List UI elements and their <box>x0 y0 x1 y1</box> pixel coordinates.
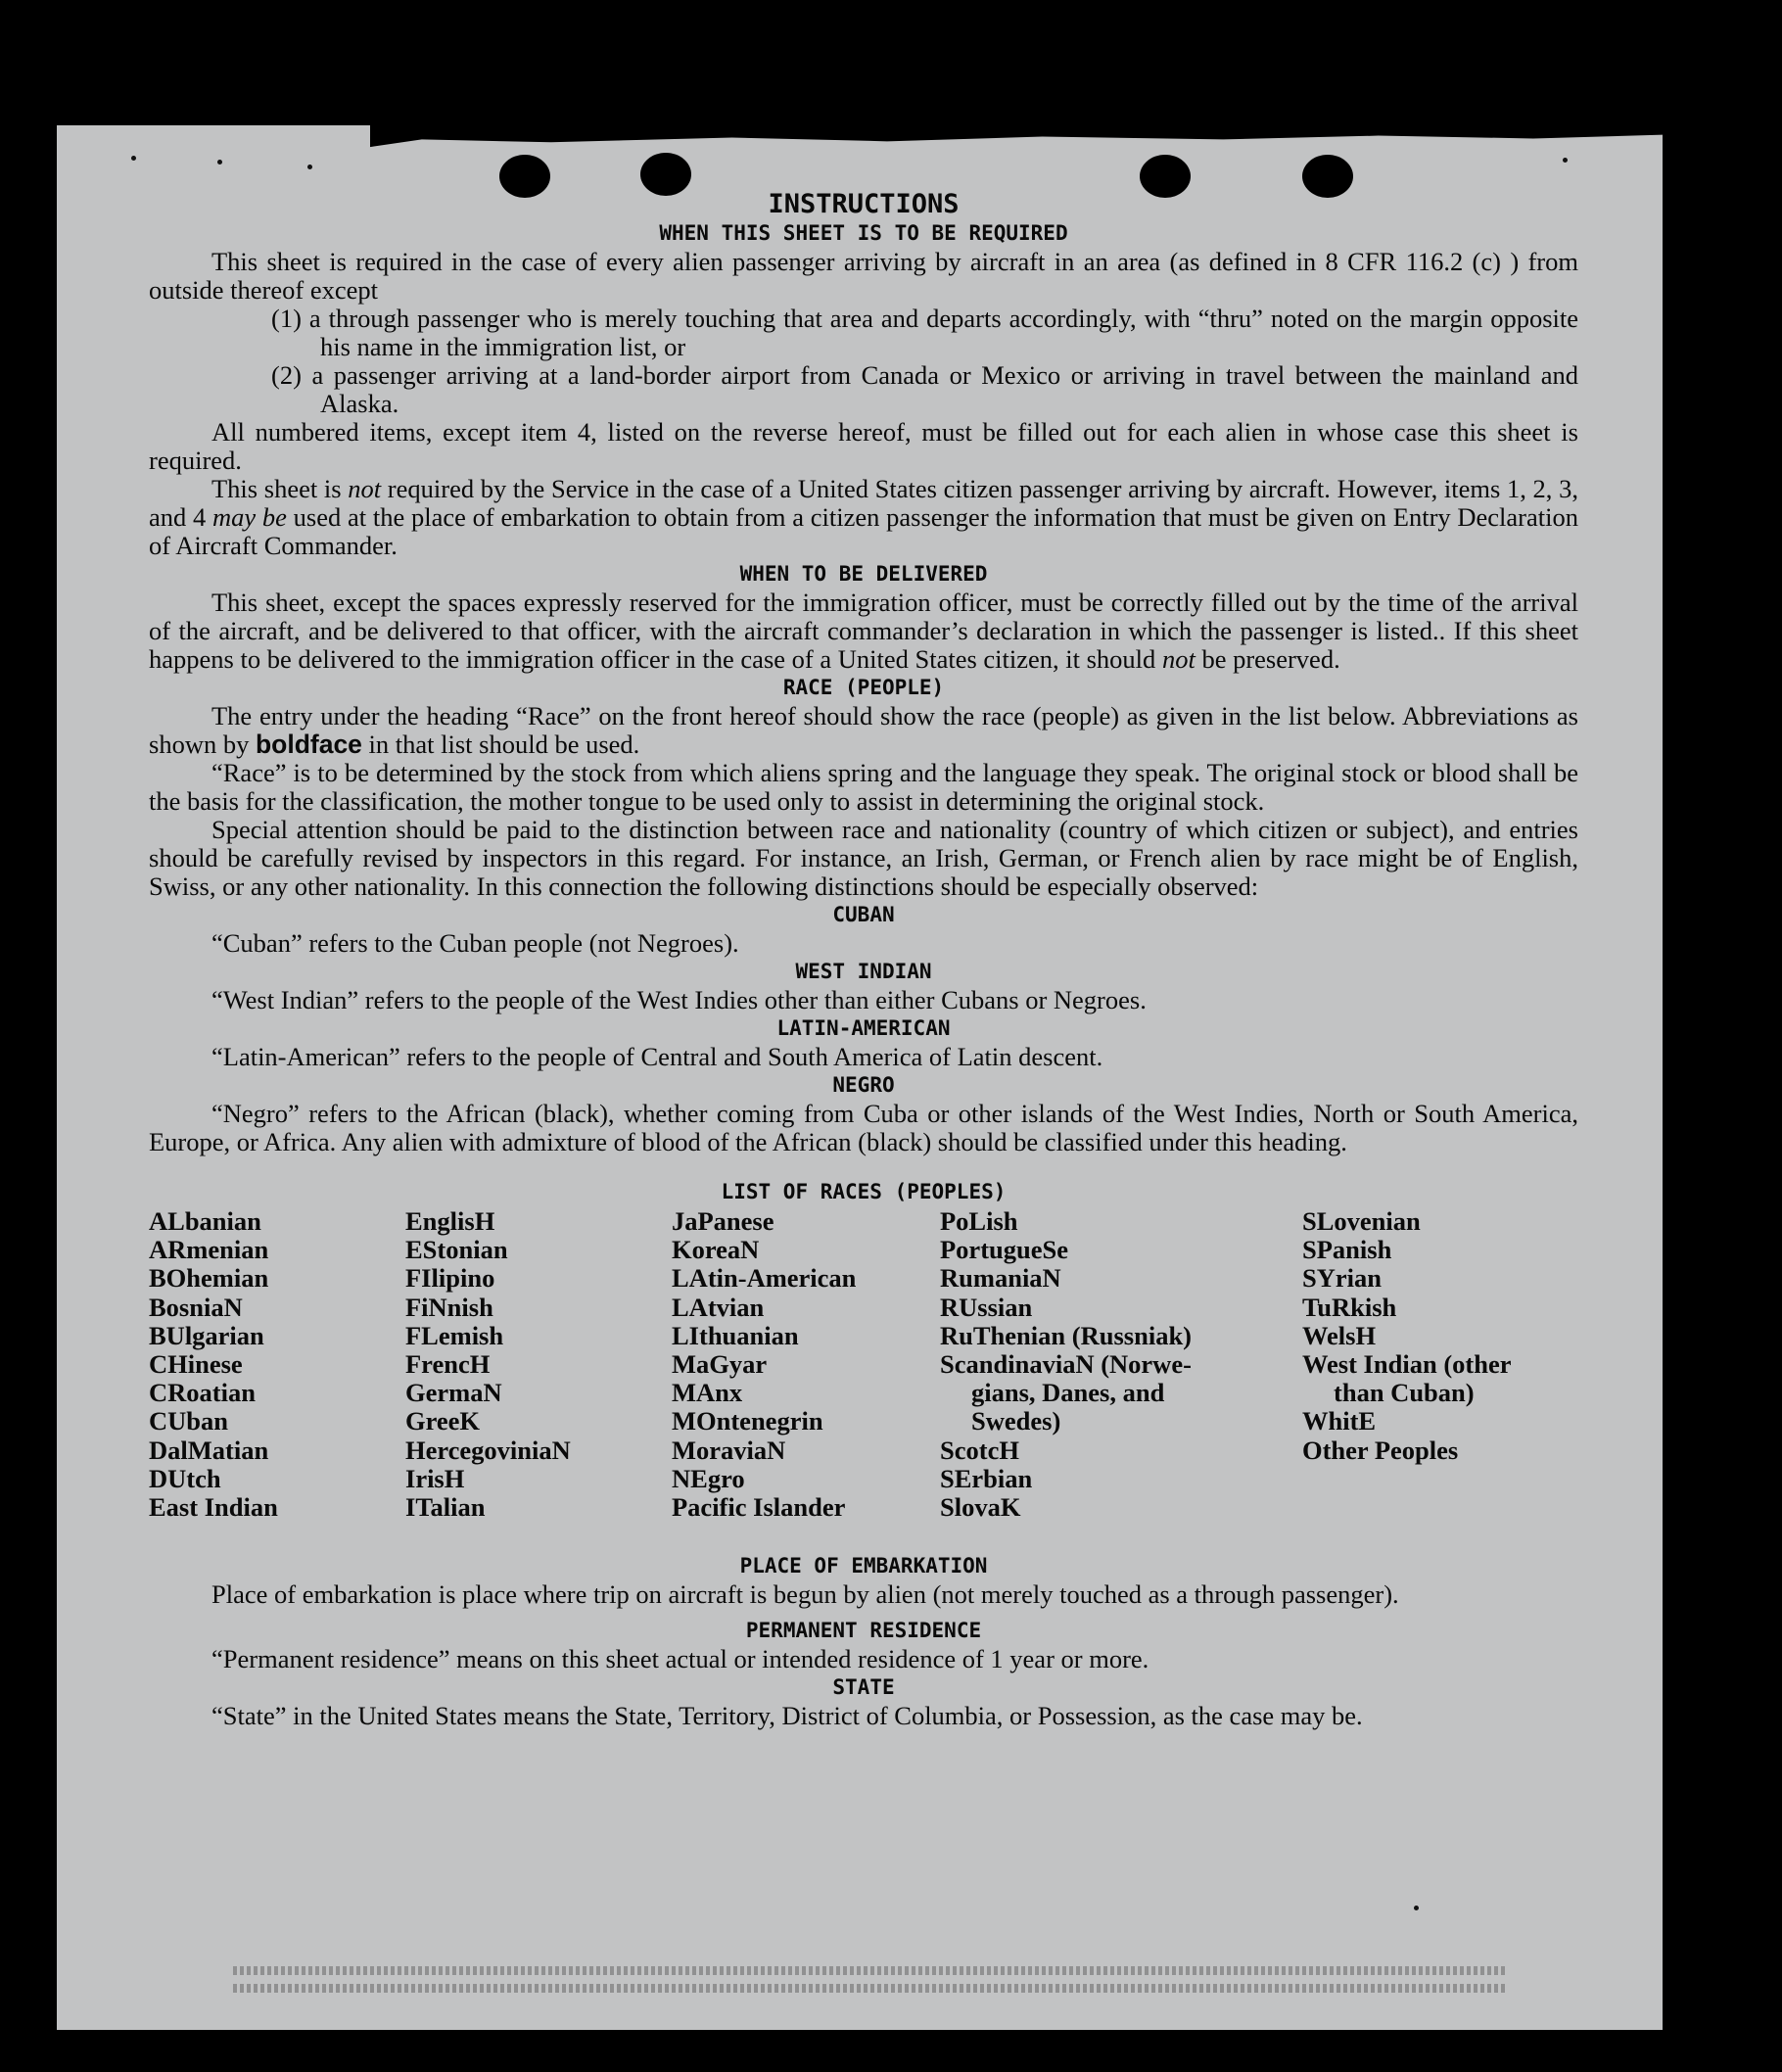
race-entry: Other Peoples <box>1302 1435 1459 1465</box>
race-entry: TuRkish <box>1302 1292 1397 1322</box>
instructions-content <box>149 190 1578 1730</box>
race-entry: FIlipino <box>405 1263 495 1294</box>
race-entry: WhitE <box>1302 1406 1377 1436</box>
race-entry: ITalian <box>405 1492 486 1523</box>
paragraph <box>149 702 1578 759</box>
text-run: be preserved. <box>1195 644 1340 674</box>
speck <box>131 156 136 161</box>
speck <box>217 160 222 165</box>
speck <box>307 165 312 169</box>
races-column <box>940 1207 1263 1522</box>
paragraph: This sheet is required in the case of every alien passenger arriving by aircraft in an area (as defined in 8 CFR 116.2 (c) ) from outside thereof except <box>149 247 1578 305</box>
heading-race: RACE (PEOPLE) <box>782 676 945 699</box>
race-entry-continued: than Cuban) <box>1334 1378 1475 1408</box>
race-entry: ALbanian <box>149 1206 261 1236</box>
races-column <box>149 1207 278 1522</box>
race-entry: BosniaN <box>149 1292 243 1322</box>
speck <box>1414 1906 1419 1910</box>
paragraph: “West Indian” refers to the people of the West Indies other than either Cubans or Negroes. <box>211 985 1147 1014</box>
paragraph: “Latin-American” refers to the people of Central and South America of Latin descent. <box>211 1042 1103 1071</box>
race-entry: SYrian <box>1302 1263 1382 1294</box>
race-entry: KoreaN <box>672 1235 760 1265</box>
heading-cuban: CUBAN <box>832 903 895 926</box>
race-entry: SlovaK <box>940 1492 1021 1523</box>
text-run-italic: not <box>1161 644 1196 674</box>
text-run: required by the Service in the case of a United States citizen passenger arriving by aircraft. However, items 1, 2, 3, and 4 <box>149 474 1578 532</box>
document-sheet <box>57 125 1663 2030</box>
paragraph <box>149 589 1578 674</box>
heading-west-indian: WEST INDIAN <box>795 960 932 983</box>
race-entry: WelsH <box>1302 1320 1377 1350</box>
race-entry: RuThenian (Russniak) <box>940 1320 1193 1350</box>
paragraph: “Permanent residence” means on this sheet actual or intended residence of 1 year or more. <box>211 1644 1149 1673</box>
paragraph: Place of embarkation is place where trip on aircraft is begun by alien (not merely touched as a through passenger). <box>211 1579 1399 1609</box>
paragraph: “Negro” refers to the African (black), whether coming from Cuba or other islands of the West Indies, North or South America, Europe, or Africa. Any alien with admixture of blood of the African (black) should be classified under this heading. <box>149 1099 1578 1156</box>
faded-footer-print <box>233 1984 1506 1993</box>
race-entry: West Indian (other <box>1302 1349 1512 1380</box>
text-run-italic: not <box>348 474 382 503</box>
race-entry: LAtvian <box>672 1292 765 1322</box>
faded-footer-print <box>233 1966 1506 1975</box>
paragraph: “State” in the United States means the State, Territory, District of Columbia, or Possession, as the case may be. <box>211 1701 1363 1730</box>
text-run-bold: boldface <box>255 730 362 759</box>
race-entry: PoLish <box>940 1206 1018 1236</box>
race-entry: PortugueSe <box>940 1235 1069 1265</box>
race-entry: LIthuanian <box>672 1320 799 1350</box>
paragraph: Special attention should be paid to the distinction between race and nationality (country of which citizen or subject), and entries should be carefully revised by inspectors in this regard. For instance, an Irish, German, or French alien by race might be of English, Swiss, or any other nationality. In this connection the following distinctions should be especially observed: <box>149 815 1578 901</box>
race-entry-continued: gians, Danes, and <box>971 1378 1165 1408</box>
race-entry: SPanish <box>1302 1235 1392 1265</box>
race-entry: ARmenian <box>149 1235 269 1265</box>
text-run: used at the place of embarkation to obtain from a citizen passenger the information that must be given on Entry Declaration of Aircraft Commander. <box>149 502 1578 560</box>
race-entry: ScotcH <box>940 1435 1019 1465</box>
race-entry: RUssian <box>940 1292 1033 1322</box>
paragraph: “Cuban” refers to the Cuban people (not Negroes). <box>211 928 739 958</box>
race-entry: MaGyar <box>672 1349 768 1380</box>
race-entry: GreeK <box>405 1406 481 1436</box>
race-entry: JaPanese <box>672 1206 774 1236</box>
race-entry: DalMatian <box>149 1435 269 1465</box>
text-run: This sheet, except the spaces expressly reserved for the immigration officer, must be correctly filled out by the time of the arrival of the aircraft, and be delivered to that officer, with the aircraft commander’s declaration in which the passenger is listed.. If this sheet happens to be delivered to the immigration officer in the case of a United States citizen, it should <box>149 588 1578 674</box>
heading-state: STATE <box>832 1675 895 1699</box>
heading-permanent-residence: PERMANENT RESIDENCE <box>745 1619 982 1642</box>
heading-list-of-races: LIST OF RACES (PEOPLES) <box>721 1180 1007 1203</box>
race-entry: BOhemian <box>149 1263 269 1294</box>
text-run: This sheet is <box>211 474 349 503</box>
list-item: (2) a passenger arriving at a land-border airport from Canada or Mexico or arriving in travel between the mainland and Alaska. <box>271 360 1578 418</box>
text-run: The entry under the heading “Race” on the front hereof should show the race (people) as given in the list below. Abbreviations as shown by <box>149 701 1578 759</box>
race-entry: MOntenegrin <box>672 1406 823 1436</box>
race-entry: CUban <box>149 1406 229 1436</box>
list-item: (1) a through passenger who is merely touching that area and departs accordingly, with “thru” noted on the margin opposite his name in the immigration list, or <box>271 304 1578 361</box>
race-entry: NEgro <box>672 1463 745 1493</box>
race-entry: GermaN <box>405 1378 502 1408</box>
races-column <box>405 1207 571 1522</box>
race-entry: DUtch <box>149 1463 221 1493</box>
races-list <box>149 1207 1578 1552</box>
race-entry: FLemish <box>405 1320 504 1350</box>
text-run: in that list should be used. <box>361 730 640 759</box>
race-entry: East Indian <box>149 1492 278 1523</box>
race-entry: CRoatian <box>149 1378 256 1408</box>
race-entry: EnglisH <box>405 1206 495 1236</box>
race-entry: SLovenian <box>1302 1206 1421 1236</box>
race-entry-continued: Swedes) <box>971 1406 1061 1436</box>
heading-when-delivered: WHEN TO BE DELIVERED <box>739 562 988 586</box>
heading-latin-american: LATIN-AMERICAN <box>776 1016 951 1040</box>
race-entry: Pacific Islander <box>672 1492 846 1523</box>
speck <box>1563 158 1568 163</box>
race-entry: FiNnish <box>405 1292 493 1322</box>
paragraph <box>149 475 1578 560</box>
race-entry: BUlgarian <box>149 1320 264 1350</box>
paragraph: All numbered items, except item 4, listed on the reverse hereof, must be filled out for each alien in whose case this sheet is required. <box>149 417 1578 475</box>
race-entry: IrisH <box>405 1463 465 1493</box>
race-entry: ScandinaviaN (Norwe- <box>940 1349 1192 1380</box>
race-entry: HercegovinіaN <box>405 1435 571 1465</box>
race-entry: CHinese <box>149 1349 243 1380</box>
page-title: INSTRUCTIONS <box>768 189 960 219</box>
races-column <box>672 1207 856 1522</box>
race-entry: RumaniaN <box>940 1263 1061 1294</box>
paragraph: “Race” is to be determined by the stock from which aliens spring and the language they speak. The original stock or blood shall be the basis for the classification, the mother tongue to be used only to assist in determining the original stock. <box>149 758 1578 816</box>
races-column <box>1302 1207 1586 1465</box>
race-entry: FrencH <box>405 1349 491 1380</box>
race-entry: LAtin-American <box>672 1263 857 1294</box>
heading-when-required: WHEN THIS SHEET IS TO BE REQUIRED <box>659 221 1068 245</box>
race-entry: MAnx <box>672 1378 743 1408</box>
race-entry: EStonian <box>405 1235 508 1265</box>
heading-embarkation: PLACE OF EMBARKATION <box>739 1554 988 1578</box>
race-entry: MoraviaN <box>672 1435 786 1465</box>
text-run-italic: may be <box>212 502 287 532</box>
torn-edge <box>370 125 1663 172</box>
race-entry: SErbian <box>940 1463 1033 1493</box>
heading-negro: NEGRO <box>832 1073 895 1097</box>
